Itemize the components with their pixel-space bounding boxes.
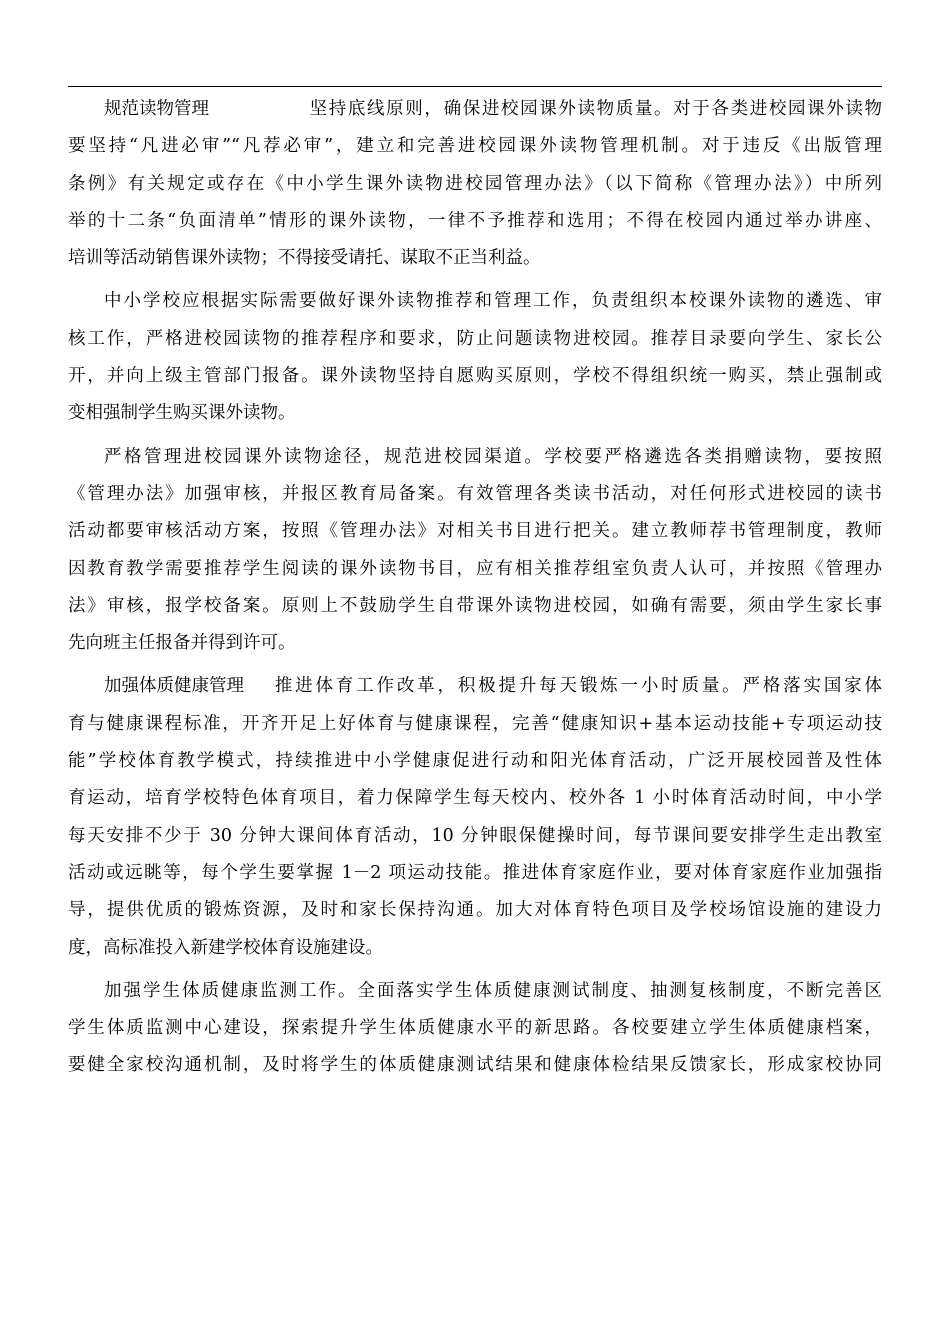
paragraph-line: 要坚持“凡进必审”“凡荐必审”，建立和完善进校园课外读物管理机制。对于违反《出版管理 <box>68 136 882 157</box>
section-heading: 规范读物管理 <box>104 99 209 119</box>
paragraph-line <box>68 91 882 128</box>
paragraph-line: 核工作，严格进校园读物的推荐程序和要求，防止问题读物进校园。推荐目录要向学生、家长公 <box>68 328 882 349</box>
paragraph-line: 开，并向上级主管部门报备。课外读物坚持自愿购买原则，学校不得组织统一购买，禁止强制或 <box>68 366 882 387</box>
paragraph-line: 举的十二条“负面清单”情形的课外读物，一律不予推荐和选用；不得在校园内通过举办讲座、 <box>68 210 882 231</box>
paragraph-physical-health <box>68 668 882 966</box>
paragraph-line: 度，高标准投入新建学校体育设施建设。 <box>68 937 383 958</box>
paragraph-line: 育与健康课程标准，开齐开足上好体育与健康课程，完善“健康知识+基本运动技能+专项运动技 <box>68 713 882 734</box>
paragraph-line: 中小学校应根据实际需要做好课外读物推荐和管理工作，负责组织本校课外读物的遴选、审 <box>104 291 882 312</box>
document-body <box>68 91 882 1085</box>
line-text: 推进体育工作改革，积极提升每天锻炼一小时质量。严格落实国家体 <box>272 676 882 697</box>
paragraph-reading-management <box>68 91 882 277</box>
paragraph-line: 能”学校体育教学模式，持续推进中小学健康促进行动和阳光体育活动，广泛开展校园普及性体 <box>68 751 882 772</box>
paragraph-line: 导，提供优质的锻炼资源，及时和家长保持沟通。加大对体育特色项目及学校场馆设施的建设力 <box>68 900 882 921</box>
paragraph-line: 变相强制学生购买课外读物。 <box>68 403 296 424</box>
paragraph-line: 《管理办法》加强审核，并报区教育局备案。有效管理各类读书活动，对任何形式进校园的读书 <box>68 483 882 504</box>
paragraph-line: 条例》有关规定或存在《中小学生课外读物进校园管理办法》（以下简称《管理办法》）中所列 <box>68 173 882 194</box>
paragraph-line: 加强学生体质健康监测工作。全面落实学生体质健康测试制度、抽测复核制度，不断完善区 <box>104 980 882 1001</box>
paragraph-line: 要健全家校沟通机制，及时将学生的体质健康测试结果和健康体检结果反馈家长，形成家校协同 <box>68 1055 882 1076</box>
paragraph-line: 培训等活动销售课外读物；不得接受请托、谋取不正当利益。 <box>68 248 541 269</box>
paragraph-line: 每天安排不少于 30 分钟大课间体育活动，10 分钟眼保健操时间，每节课间要安排学生走出教室 <box>68 825 882 846</box>
paragraph-line: 因教育教学需要推荐学生阅读的课外读物书目，应有相关推荐组室负责人认可，并按照《管理办 <box>68 558 882 579</box>
section-heading: 加强体质健康管理 <box>104 676 244 697</box>
header-rule <box>68 86 882 87</box>
paragraph-line: 育运动，培育学校特色体育项目，着力保障学生每天校内、校外各 1 小时体育活动时间，中小学 <box>68 788 882 809</box>
paragraph-line: 活动都要审核活动方案，按照《管理办法》对相关书目进行把关。建立教师荐书管理制度，教师 <box>68 521 882 542</box>
paragraph-reading-channels <box>68 439 882 663</box>
paragraph-line: 活动或远眺等，每个学生要掌握 1－2 项运动技能。推进体育家庭作业，要对体育家庭作业加强指 <box>68 862 882 883</box>
paragraph-line: 严格管理进校园课外读物途径，规范进校园渠道。学校要严格遴选各类捐赠读物，要按照 <box>104 446 882 467</box>
line-text: 坚持底线原则，确保进校园课外读物质量。对于各类进校园课外读物 <box>308 99 882 119</box>
paragraph-line: 法》审核，报学校备案。原则上不鼓励学生自带课外读物进校园，如确有需要，须由学生家长事 <box>68 595 882 616</box>
paragraph-school-responsibility <box>68 283 882 432</box>
paragraph-line: 先向班主任报备并得到许可。 <box>68 633 296 654</box>
paragraph-line: 学生体质监测中心建设，探索提升学生体质健康水平的新思路。各校要建立学生体质健康档案， <box>68 1018 882 1039</box>
paragraph-line <box>68 668 882 705</box>
paragraph-health-monitoring <box>68 973 882 1085</box>
